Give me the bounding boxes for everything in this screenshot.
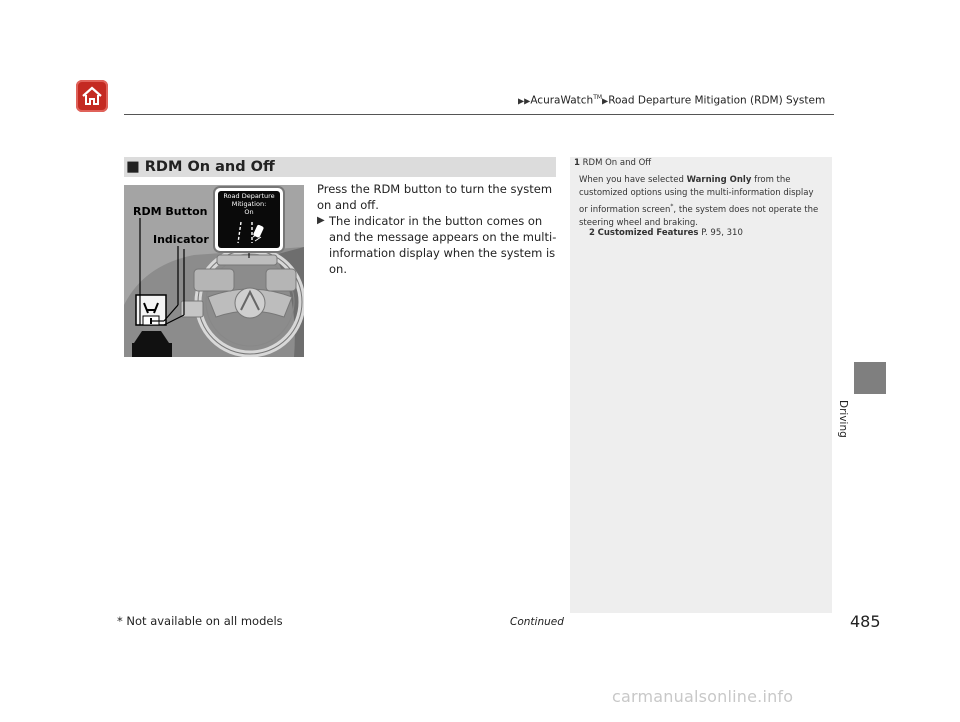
sidebar-text-2: from the customized options using the multi-information display or information screen [579,175,814,215]
rdm-button-figure [124,185,304,357]
breadcrumb-arrows: ▶▶ [518,96,531,106]
body-paragraph: Press the RDM button to turn the system on and off. [317,182,553,212]
breadcrumb-item-acurawatch[interactable]: AcuraWatch [530,94,594,107]
breadcrumb [518,94,825,107]
chapter-tab-label: Driving [837,400,849,438]
footnote: * Not available on all models [117,614,283,628]
sidebar-head-marker: 1 [574,158,580,168]
ref-marker: 2 [589,228,595,238]
ref-pages[interactable]: P. 95, 310 [698,228,743,238]
body-sub-paragraph: The indicator in the button comes on and the message appears on the multi-information display when the system is on. [329,214,557,276]
breadcrumb-item-rdm[interactable]: Road Departure Mitigation (RDM) System [608,94,826,107]
ref-title[interactable]: Customized Features [597,228,699,238]
sidebar-text-bold: Warning Only [686,175,752,185]
display-line-2: Mitigation: [231,200,267,208]
sidebar-text [579,174,823,230]
sidebar-head-text: RDM On and Off [582,158,652,168]
display-line-3: On [244,208,254,216]
sidebar-heading [574,158,651,168]
breadcrumb-separator: ▶ [602,96,609,106]
sidebar-text-3: , the system does not operate the steering wheel and braking. [579,204,819,228]
section-title [126,157,275,177]
watermark: carmanualsonline.info [612,687,794,706]
section-title-text: RDM On and Off [144,159,275,175]
sidebar-text-star: * [670,203,674,210]
sub-marker: ▶ [317,215,325,226]
callout-rdm-button: RDM Button [133,205,208,218]
home-button[interactable] [76,80,108,112]
continued-label: Continued [510,616,564,628]
body-text [317,181,557,277]
display-line-1: Road Departure [223,192,275,200]
page-number: 485 [850,612,881,631]
home-icon [81,85,103,107]
chapter-tab[interactable] [854,362,886,394]
header-rule [124,114,834,115]
section-marker: ■ [126,159,140,175]
sidebar-text-1: When you have selected [579,175,687,185]
sidebar-cross-reference[interactable] [589,228,743,238]
trademark: TM [593,94,603,101]
callout-indicator: Indicator [153,233,209,246]
body-sub-item [317,213,557,277]
